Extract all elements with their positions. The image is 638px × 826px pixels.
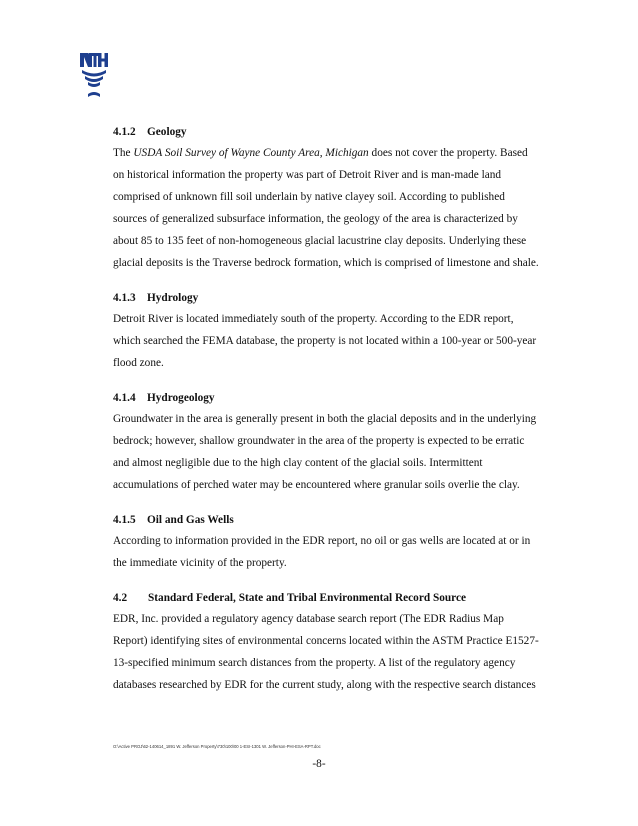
section-number: 4.1.3	[113, 292, 136, 304]
italic-title-text: USDA Soil Survey of Wayne County Area, Michigan	[133, 147, 369, 159]
section-paragraph	[113, 408, 563, 496]
text-segment: sources of generalized subsurface information, the geology of the area is characterized by	[113, 213, 518, 225]
section-title: Hydrology	[147, 292, 199, 304]
paragraph-line	[113, 230, 563, 252]
text-segment: and almost negligible due to the high clay content of the glacial soils. Intermittent	[113, 457, 483, 469]
text-segment: The	[113, 147, 134, 159]
text-segment: the immediate vicinity of the property.	[113, 557, 287, 569]
section-heading	[113, 290, 563, 306]
text-segment: bedrock; however, shallow groundwater in the area of the property is expected to be erratic	[113, 435, 525, 447]
text-segment: databases researched by EDR for the current study, along with the respective search distances	[113, 679, 536, 691]
paragraph-line	[113, 252, 563, 274]
text-segment: According to information provided in the EDR report, no oil or gas wells are located at or in	[113, 535, 531, 547]
section-title: Hydrogeology	[147, 392, 215, 404]
section-heading	[113, 390, 563, 406]
text-segment: EDR, Inc. provided a regulatory agency database search report (The EDR Radius Map	[113, 613, 504, 625]
paragraph-line	[113, 408, 563, 430]
text-segment: Groundwater in the area is generally present in both the glacial deposits and in the underlying	[113, 413, 537, 425]
section-4-1-3	[113, 290, 563, 374]
section-spacer	[113, 274, 563, 290]
text-segment: Report) identifying sites of environmental concerns located within the ASTM Practice E1527-	[113, 635, 539, 647]
text-segment: Detroit River is located immediately south of the property. According to the EDR report,	[113, 313, 514, 325]
section-title: Standard Federal, State and Tribal Environmental Record Source	[148, 592, 466, 604]
paragraph-line	[113, 630, 563, 652]
document-body	[113, 124, 563, 696]
paragraph-line	[113, 430, 563, 452]
section-heading	[113, 512, 563, 528]
paragraph-line	[113, 608, 563, 630]
section-number: 4.2	[113, 592, 128, 604]
paragraph-line	[113, 186, 563, 208]
paragraph-line	[113, 652, 563, 674]
page-number: -8-	[312, 758, 326, 770]
section-paragraph	[113, 608, 563, 696]
section-4-1-2	[113, 124, 563, 274]
section-4-2	[113, 590, 563, 696]
paragraph-line	[113, 674, 563, 696]
text-segment: accumulations of perched water may be encountered where granular soils overlie the clay.	[113, 479, 520, 491]
section-4-1-5	[113, 512, 563, 574]
text-segment: which searched the FEMA database, the property is not located within a 100-year or 500-year	[113, 335, 537, 347]
section-title: Geology	[147, 126, 187, 138]
paragraph-line	[113, 330, 563, 352]
section-number: 4.1.2	[113, 126, 136, 138]
section-paragraph	[113, 308, 563, 374]
text-segment: about 85 to 135 feet of non-homogeneous glacial lacustrine clay deposits. Underlying these	[113, 235, 527, 247]
text-segment: flood zone.	[113, 357, 164, 369]
footer-file-path: O:\Active PROJ\62-140614_1891 W. Jefferson Property\730\100\00 1-ESI-1301 W. Jefferson-PHI-ESA-RPT.doc	[113, 744, 321, 749]
section-heading	[113, 124, 563, 140]
paragraph-line	[113, 308, 563, 330]
paragraph-line	[113, 452, 563, 474]
paragraph-line	[113, 208, 563, 230]
text-segment: on historical information the property was part of Detroit River and is man-made land	[113, 169, 502, 181]
nth-logo-icon	[79, 51, 109, 99]
section-spacer	[113, 374, 563, 390]
text-segment: does not cover the property. Based	[368, 147, 528, 159]
text-segment: 13-specified minimum search distances from the property. A list of the regulatory agency	[113, 657, 516, 669]
paragraph-line	[113, 142, 563, 164]
section-paragraph	[113, 530, 563, 574]
paragraph-line	[113, 530, 563, 552]
section-title: Oil and Gas Wells	[147, 514, 234, 526]
section-number: 4.1.5	[113, 514, 136, 526]
paragraph-line	[113, 474, 563, 496]
section-4-1-4	[113, 390, 563, 496]
section-number: 4.1.4	[113, 392, 136, 404]
paragraph-line	[113, 552, 563, 574]
section-spacer	[113, 574, 563, 590]
section-paragraph	[113, 142, 563, 274]
text-segment: comprised of unknown fill soil underlain by native clayey soil. According to published	[113, 191, 505, 203]
section-spacer	[113, 496, 563, 512]
paragraph-line	[113, 352, 563, 374]
section-heading	[113, 590, 563, 606]
text-segment: glacial deposits is the Traverse bedrock formation, which is comprised of limestone and shale.	[113, 257, 539, 269]
paragraph-line	[113, 164, 563, 186]
